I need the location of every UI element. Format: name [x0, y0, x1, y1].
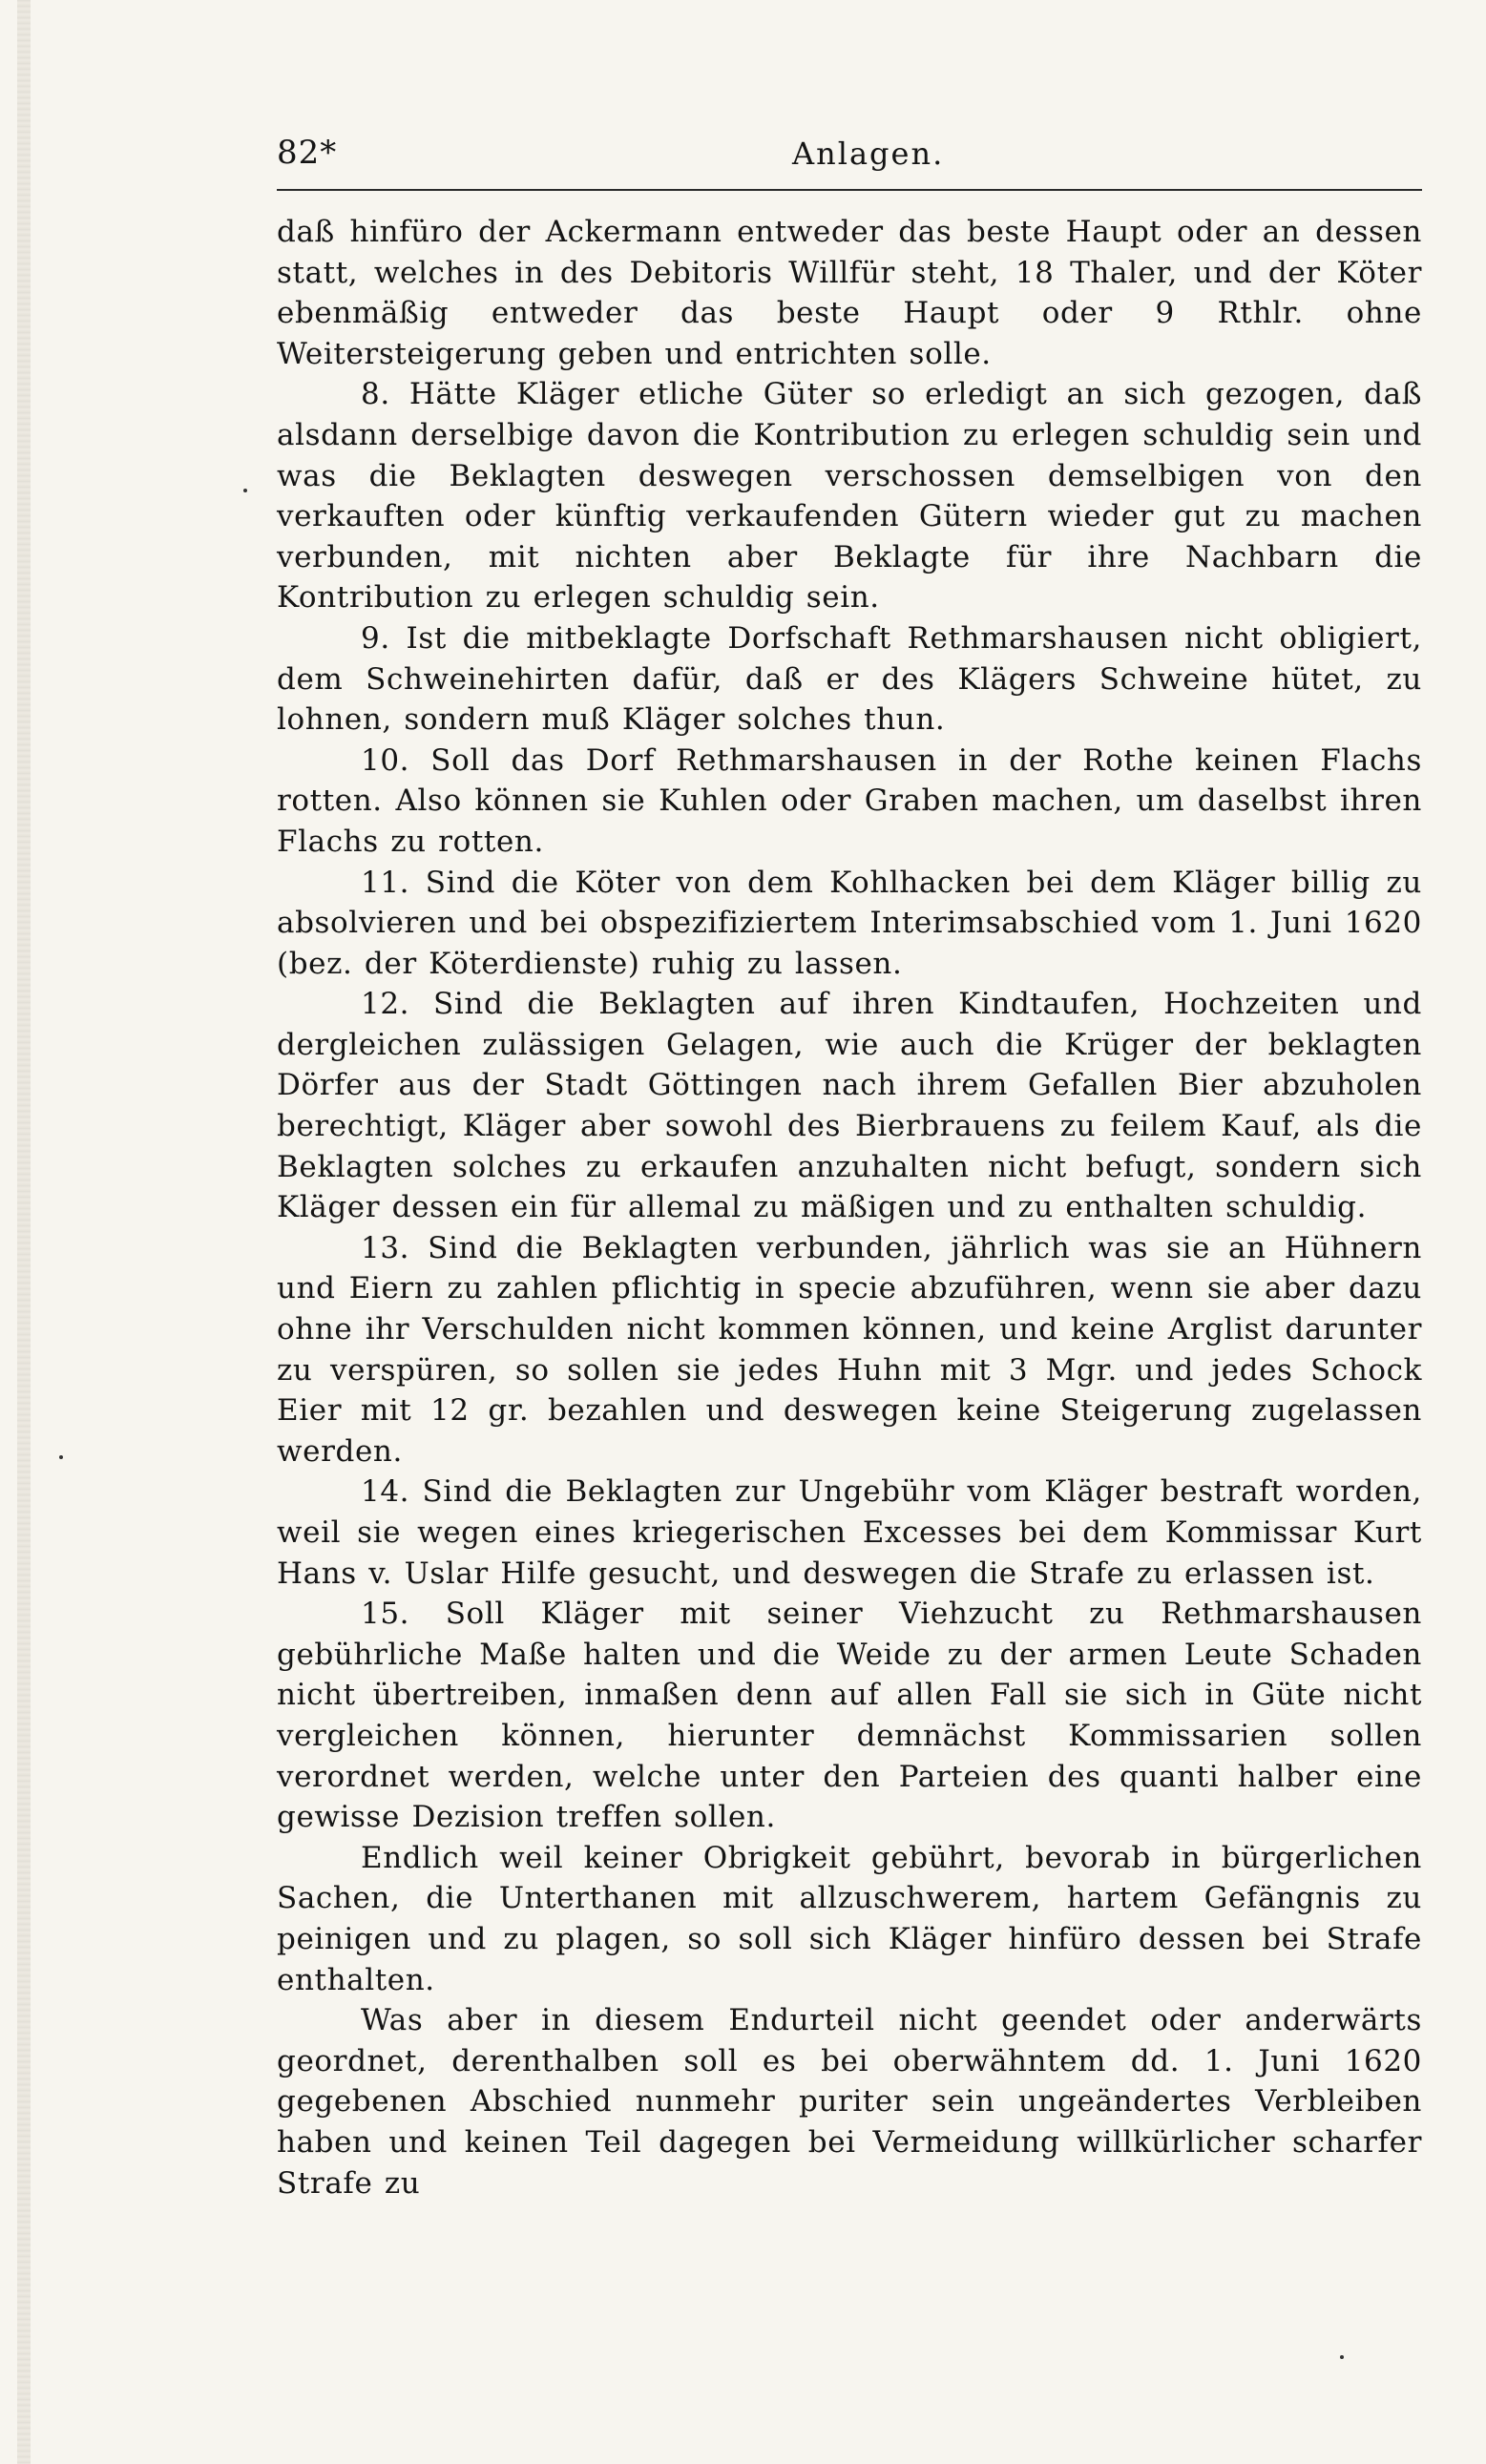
paragraph-closing: Was aber in diesem Endurteil nicht geendet oder anderwärts geordnet, derenthalben soll es bei oberwähntem dd. 1. Juni 1620 gegebenen Abschied nunmehr puriter sein ungeändertes Verbleiben haben und keinen Teil dagegen bei Vermeidung willkürlicher scharfer Strafe zu [277, 2003, 1422, 2201]
paper-speck [1340, 2355, 1344, 2359]
paragraph-item-12: 12. Sind die Beklagten auf ihren Kindtaufen, Hochzeiten und dergleichen zulässigen Gelagen, wie auch die Krüger der beklagten Dörfer aus der Stadt Göttingen nach ihrem Gefallen Bier abzuholen berechtigt, Kläger aber sowohl des Bierbrauens zu feilem Kauf, als die Beklagten solches zu erkaufen anzuhalten nicht befugt, sondern sich Kläger dessen ein für allemal zu mäßigen und zu enthalten schuldig. [277, 987, 1422, 1225]
paragraph-item-15: 15. Soll Kläger mit seiner Viehzucht zu Rethmarshausen gebührliche Maße halten und die Weide zu der armen Leute Schaden nicht übertreiben, inmaßen denn auf allen Fall sie sich in Güte nicht vergleichen können, hierunter demnächst Kommissarien sollen verordnet werden, welche unter den Parteien des quanti halber eine gewisse Dezision treffen sollen. [277, 1597, 1422, 1835]
header-rule [277, 189, 1422, 191]
paper-speck [243, 489, 247, 492]
running-head: Anlagen. [792, 136, 945, 172]
paragraph-item-9: 9. Ist die mitbeklagte Dorfschaft Rethmarshausen nicht obligiert, dem Schweinehirten dafür, daß er des Klägers Schweine hütet, zu lohnen, sondern muß Kläger solches thun. [277, 620, 1422, 738]
paragraph-item-8: 8. Hätte Kläger etliche Güter so erledigt an sich gezogen, daß alsdann derselbige davon die Kontribution zu erlegen schuldig sein und was die Beklagten deswegen verschossen demselbigen von den verkauften oder künftig verkaufenden Gütern wieder gut zu machen verbunden, mit nichten aber Beklagte für ihre Nachbarn die Kontribution zu erlegen schuldig sein. [277, 377, 1422, 616]
paragraph-endlich: Endlich weil keiner Obrigkeit gebührt, bevorab in bürgerlichen Sachen, die Unterthanen mit allzuschwerem, hartem Gefängnis zu peinigen und zu plagen, so soll sich Kläger hinfüro dessen bei Strafe enthalten. [277, 1840, 1422, 1997]
paper-speck [59, 1455, 63, 1459]
paragraph-continuation: daß hinfüro der Ackermann entweder das beste Haupt oder an dessen statt, welches in des Debitoris Willfür steht, 18 Thaler, und der Köter ebenmäßig entweder das beste Haupt oder 9 Rthlr. ohne Weitersteigerung geben und entrichten solle. [277, 215, 1422, 371]
page-header [277, 134, 1422, 187]
page-number: 82* [277, 134, 338, 172]
body-text [277, 212, 1422, 2203]
binding-gutter [17, 0, 31, 2464]
paragraph-item-13: 13. Sind die Beklagten verbunden, jährlich was sie an Hühnern und Eiern zu zahlen pflichtig in specie abzuführen, wenn sie aber dazu ohne ihr Verschulden nicht kommen können, und keine Arglist darunter zu verspüren, so sollen sie jedes Huhn mit 3 Mgr. und jedes Schock Eier mit 12 gr. bezahlen und deswegen keine Steigerung zugelassen werden. [277, 1230, 1422, 1469]
paragraph-item-11: 11. Sind die Köter von dem Kohlhacken bei dem Kläger billig zu absolvieren und bei obspezifiziertem Interimsabschied vom 1. Juni 1620 (bez. der Köterdienste) ruhig zu lassen. [277, 865, 1422, 981]
paragraph-item-14: 14. Sind die Beklagten zur Ungebühr vom Kläger bestraft worden, weil sie wegen eines kriegerischen Excesses bei dem Kommissar Kurt Hans v. Uslar Hilfe gesucht, und deswegen die Strafe zu erlassen ist. [277, 1474, 1422, 1591]
paragraph-item-10: 10. Soll das Dorf Rethmarshausen in der Rothe keinen Flachs rotten. Also können sie Kuhlen oder Graben machen, um daselbst ihren Flachs zu rotten. [277, 742, 1422, 859]
